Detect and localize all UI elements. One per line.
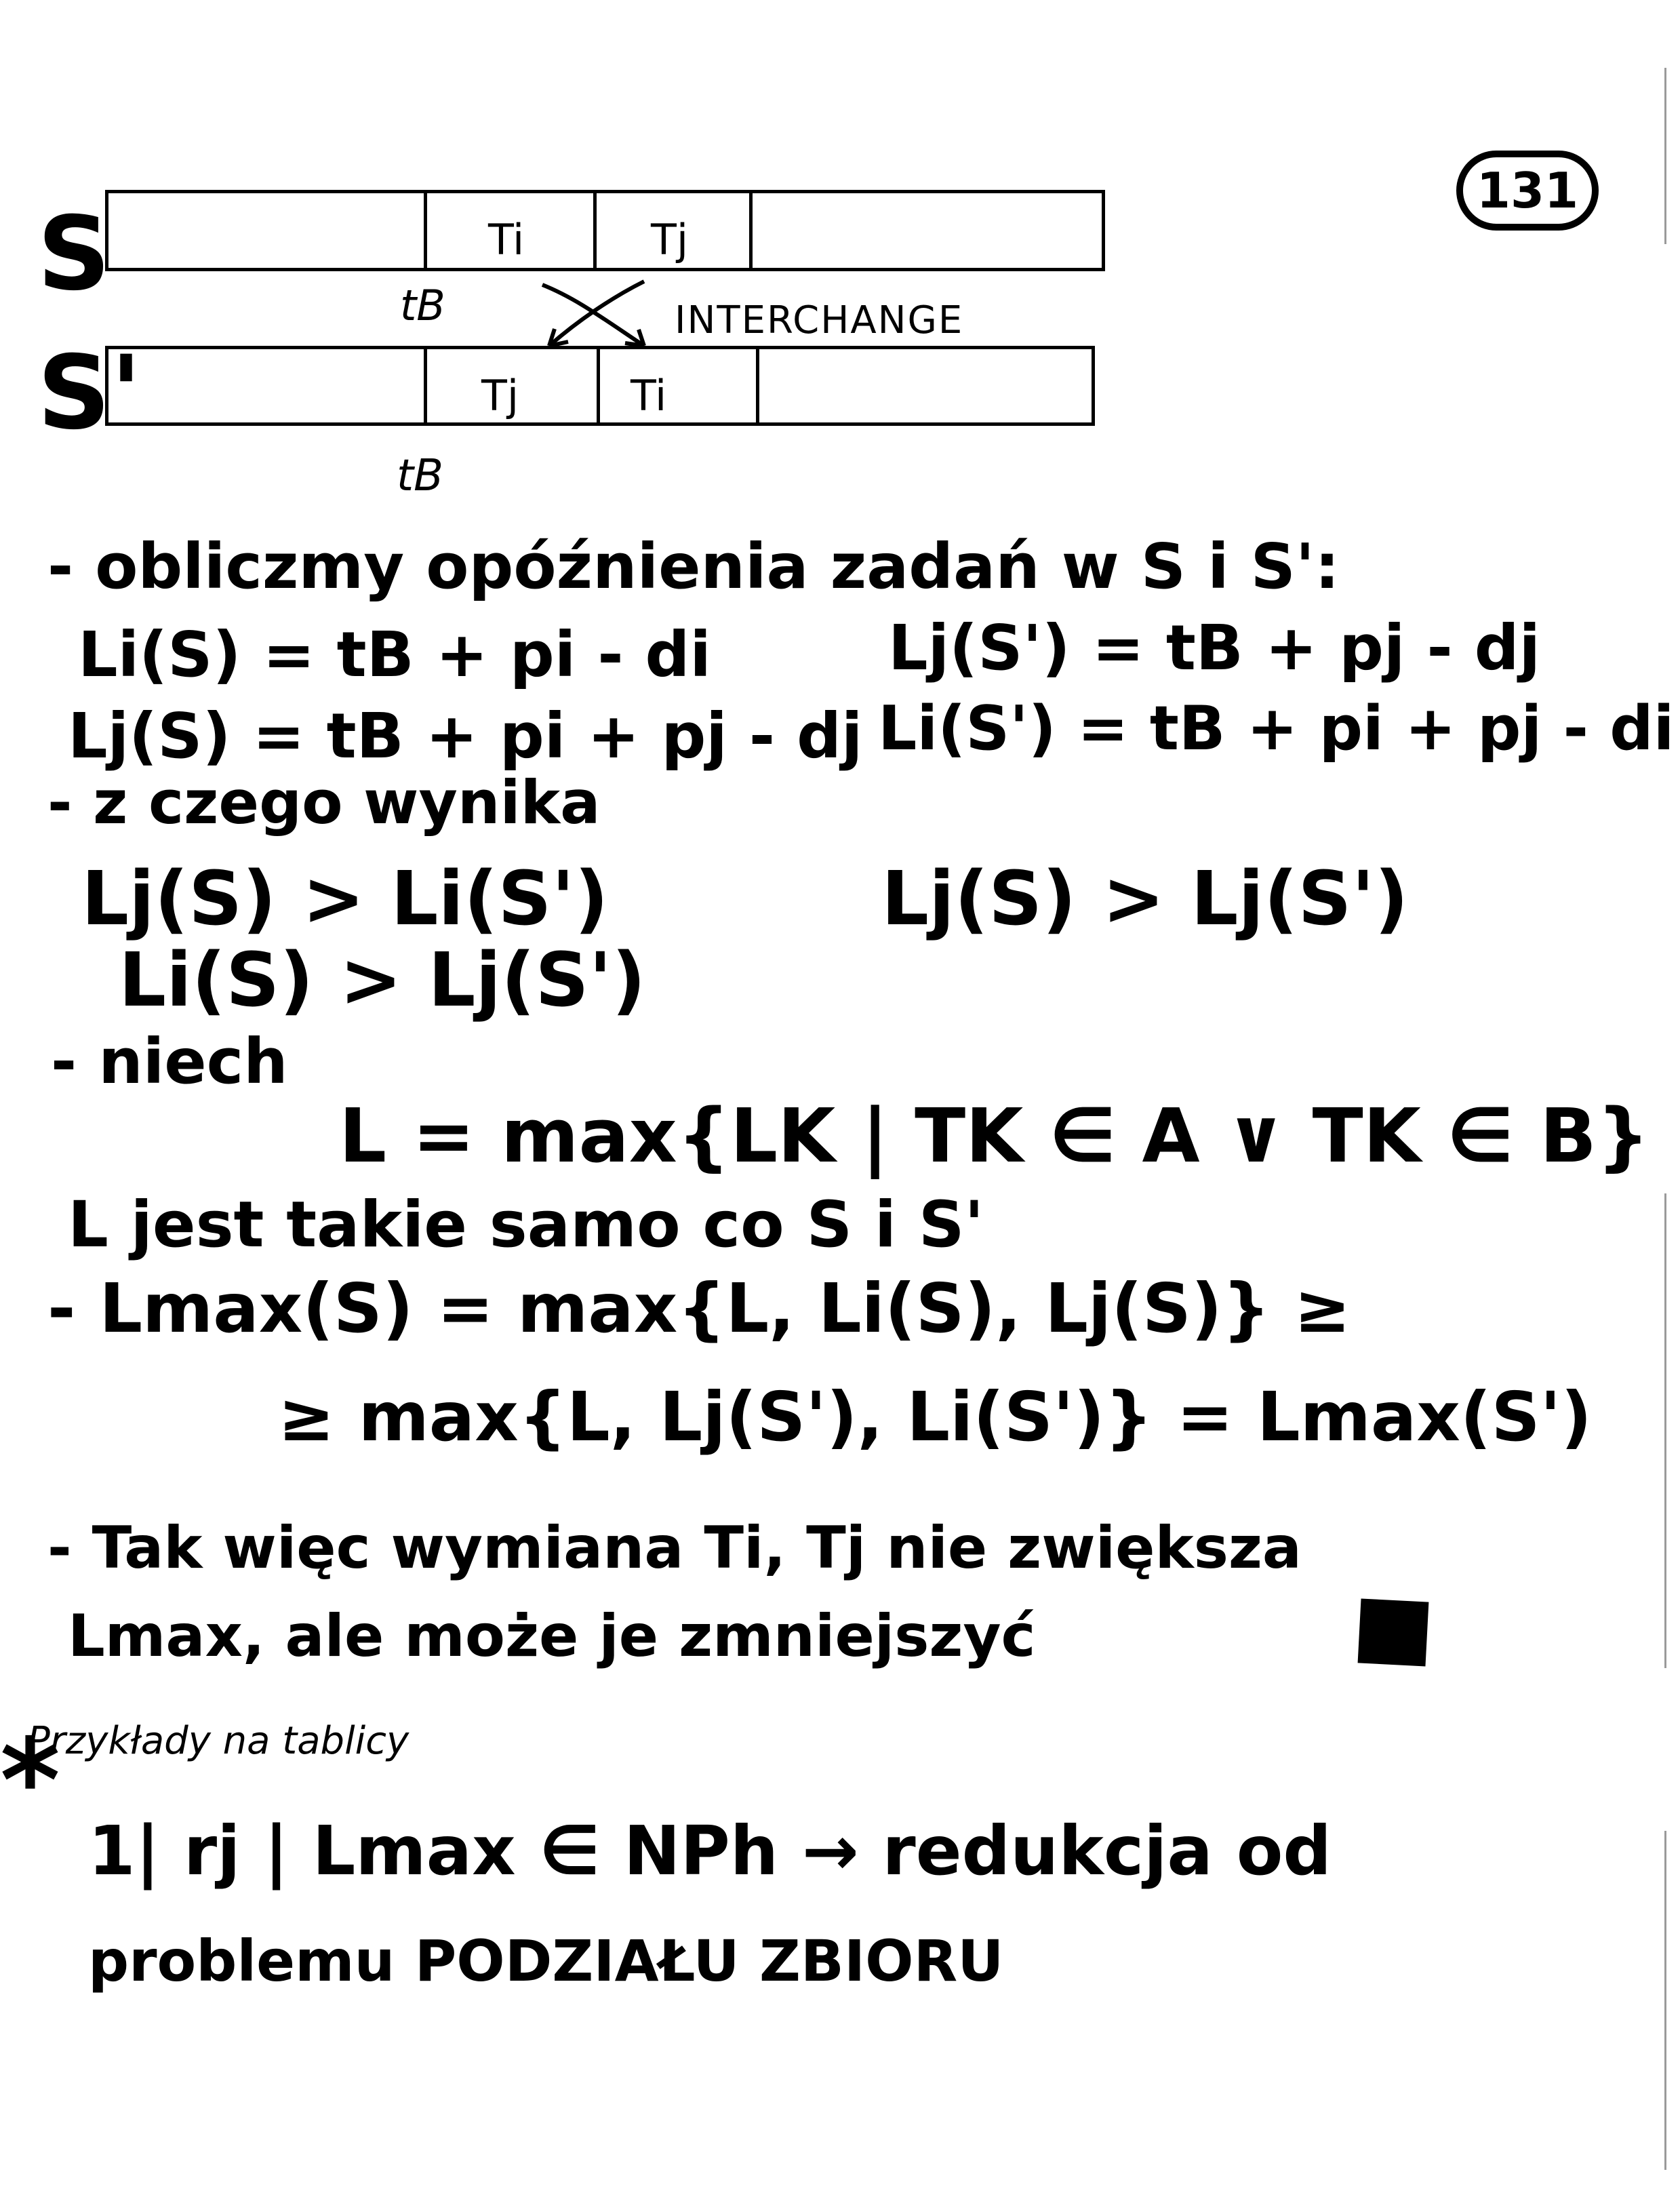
inequality-lj-s-gt-li-s-prime: Lj(S) > Li(S') [81,855,609,942]
formula-lj-s: Lj(S) = tB + pi + pj - dj [68,700,863,772]
scan-edge-mark [1664,1831,1666,2170]
schedule-s-prime-divider [756,349,759,422]
problem-partition-reduction: problemu PODZIAŁU ZBIORU [88,1928,1004,1994]
examples-note: Przykłady na tablicy [27,1719,409,1763]
schedule-s-prime-label: S' [37,334,142,452]
schedule-s-cell-label: Ti [488,215,525,264]
schedule-s-prime-cell-ti [597,349,759,422]
inequality-li-s-gt-lj-s-prime: Li(S) > Lj(S') [119,936,646,1023]
star-icon: * [0,1714,60,1848]
line-let: - niech [51,1025,288,1098]
page-number-badge [1456,151,1599,231]
schedule-s-time-label: tB [400,281,445,330]
formula-li-s-prime: Li(S') = tB + pi + pj - di [878,693,1675,764]
problem-1-rj-lmax: 1| rj | Lmax ∈ NPh → redukcja od [88,1811,1332,1891]
line-l-same: L jest takie samo co S i S' [68,1188,984,1262]
scan-edge-mark [1664,68,1666,244]
page-number: 131 [1476,162,1579,219]
schedule-s-bar [105,190,1105,271]
schedule-s-cell-tj [593,193,753,268]
formula-l-max-set: L = max{LK | TK ∈ A ∨ TK ∈ B} [339,1092,1650,1179]
schedule-s-prime-cell-label: Tj [481,371,519,420]
schedule-s-label: S [37,195,111,313]
schedule-s-prime-cell-label: Ti [631,371,667,420]
schedule-s-cell-ti [424,193,597,268]
interchange-label: INTERCHANGE [675,298,964,342]
inequality-lj-s-gt-lj-s-prime: Lj(S) > Lj(S') [881,855,1409,942]
schedule-s-cell-label: Tj [651,215,689,264]
scan-edge-mark [1664,1193,1666,1668]
line-conclusion: - z czego wynika [47,768,601,837]
formula-lmax-s: - Lmax(S) = max{L, Li(S), Lj(S)} ≥ [47,1269,1351,1348]
line-so-swap: - Tak więc wymiana Ti, Tj nie zwiększa [47,1514,1302,1582]
interchange-arrows-icon [529,271,664,353]
formula-lmax-s-prime: ≥ max{L, Lj(S'), Li(S')} = Lmax(S') [278,1377,1592,1457]
line-lmax-may-decrease: Lmax, ale może je zmniejszyć [68,1602,1036,1670]
formula-lj-s-prime: Lj(S') = tB + pj - dj [888,612,1541,684]
schedule-s-prime-bar [105,346,1095,426]
qed-square [1358,1598,1429,1666]
formula-li-s: Li(S) = tB + pi - di [78,618,711,691]
line-compute-delays: - obliczmy opóźnienia zadań w S i S': [47,530,1340,603]
schedule-s-prime-cell-tj [424,349,600,422]
schedule-s-prime-time-label: tB [397,451,443,501]
schedule-s-divider [749,193,753,268]
